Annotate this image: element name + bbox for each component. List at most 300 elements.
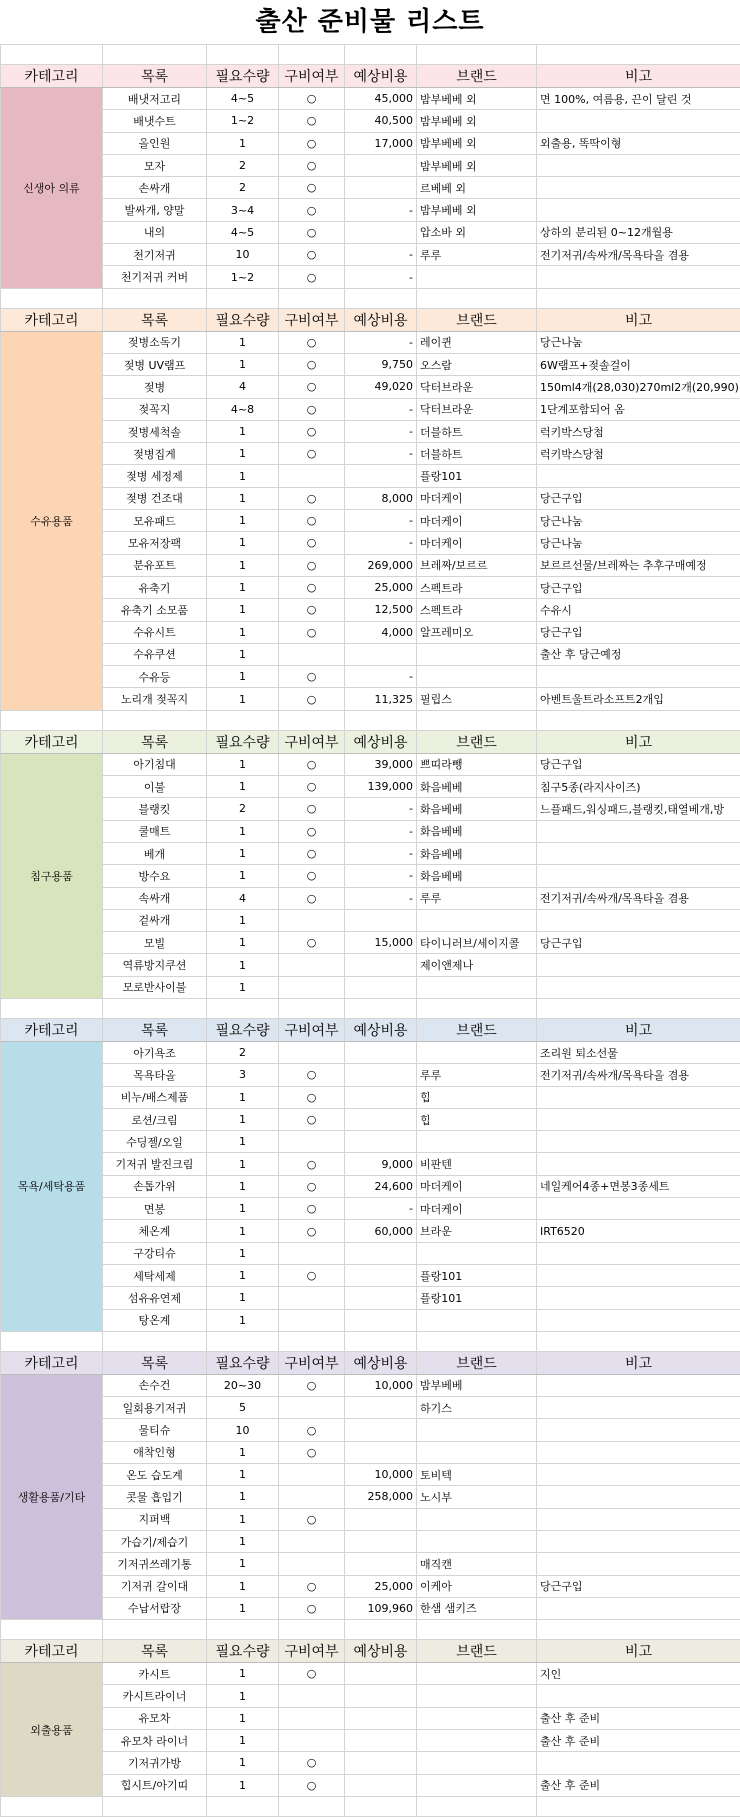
empty-cell[interactable] <box>417 288 537 308</box>
brand-cell[interactable]: 화음베베 <box>417 842 537 864</box>
category-cell[interactable]: 생활용품/기타 <box>1 1374 103 1619</box>
owned-cell[interactable] <box>279 465 345 487</box>
brand-cell[interactable]: 비판텐 <box>417 1153 537 1175</box>
quantity-cell[interactable]: 3 <box>207 1064 279 1086</box>
owned-cell[interactable] <box>279 1131 345 1153</box>
owned-cell[interactable]: ○ <box>279 1374 345 1396</box>
column-header[interactable]: 카테고리 <box>1 1351 103 1374</box>
cost-cell[interactable]: 17,000 <box>345 132 417 154</box>
quantity-cell[interactable]: 2 <box>207 798 279 820</box>
item-name-cell[interactable]: 구강티슈 <box>103 1242 207 1264</box>
owned-cell[interactable]: ○ <box>279 576 345 598</box>
item-name-cell[interactable]: 지퍼백 <box>103 1508 207 1530</box>
note-cell[interactable]: 면 100%, 여름용, 끈이 달린 것 <box>537 88 740 110</box>
empty-cell[interactable] <box>537 710 740 730</box>
quantity-cell[interactable]: 1 <box>207 1131 279 1153</box>
note-cell[interactable] <box>537 865 740 887</box>
column-header[interactable]: 브랜드 <box>417 730 537 753</box>
quantity-cell[interactable]: 1 <box>207 753 279 775</box>
note-cell[interactable] <box>537 1553 740 1575</box>
item-name-cell[interactable]: 쿨매트 <box>103 820 207 842</box>
brand-cell[interactable]: 마더케이 <box>417 532 537 554</box>
note-cell[interactable]: 당근나눔 <box>537 532 740 554</box>
cost-cell[interactable]: - <box>345 266 417 288</box>
cost-cell[interactable]: 9,000 <box>345 1153 417 1175</box>
cost-cell[interactable]: - <box>345 820 417 842</box>
quantity-cell[interactable]: 1 <box>207 487 279 509</box>
note-cell[interactable]: 아벤트울트라소프트2개입 <box>537 688 740 710</box>
column-header[interactable]: 비고 <box>537 1018 740 1041</box>
item-name-cell[interactable]: 젖병 <box>103 376 207 398</box>
note-cell[interactable] <box>537 1198 740 1220</box>
brand-cell[interactable]: 닥터브라운 <box>417 376 537 398</box>
item-name-cell[interactable]: 젖병소독기 <box>103 331 207 353</box>
cost-cell[interactable]: - <box>345 398 417 420</box>
category-cell[interactable]: 침구용품 <box>1 753 103 998</box>
empty-cell[interactable] <box>417 710 537 730</box>
owned-cell[interactable]: ○ <box>279 776 345 798</box>
brand-cell[interactable] <box>417 1752 537 1774</box>
cost-cell[interactable] <box>345 1752 417 1774</box>
item-name-cell[interactable]: 섬유유연제 <box>103 1287 207 1309</box>
cost-cell[interactable] <box>345 1397 417 1419</box>
quantity-cell[interactable]: 1 <box>207 1774 279 1796</box>
item-name-cell[interactable]: 젖병세척솔 <box>103 420 207 442</box>
item-name-cell[interactable]: 비누/배스제품 <box>103 1086 207 1108</box>
column-header[interactable]: 카테고리 <box>1 1018 103 1041</box>
item-name-cell[interactable]: 분유포트 <box>103 554 207 576</box>
owned-cell[interactable]: ○ <box>279 420 345 442</box>
column-header[interactable]: 구비여부 <box>279 730 345 753</box>
item-name-cell[interactable]: 유모차 <box>103 1707 207 1729</box>
cost-cell[interactable] <box>345 1730 417 1752</box>
note-cell[interactable] <box>537 1752 740 1774</box>
column-header[interactable]: 예상비용 <box>345 65 417 88</box>
empty-cell[interactable] <box>207 1620 279 1640</box>
item-name-cell[interactable]: 젖병 건조대 <box>103 487 207 509</box>
cost-cell[interactable] <box>345 1685 417 1707</box>
owned-cell[interactable] <box>279 1685 345 1707</box>
quantity-cell[interactable]: 2 <box>207 177 279 199</box>
note-cell[interactable] <box>537 1264 740 1286</box>
owned-cell[interactable]: ○ <box>279 1175 345 1197</box>
cost-cell[interactable]: - <box>345 532 417 554</box>
brand-cell[interactable]: 밤부베베 외 <box>417 154 537 176</box>
quantity-cell[interactable]: 20~30 <box>207 1374 279 1396</box>
brand-cell[interactable] <box>417 1419 537 1441</box>
empty-cell[interactable] <box>207 1331 279 1351</box>
column-header[interactable]: 브랜드 <box>417 1018 537 1041</box>
cost-cell[interactable]: 109,960 <box>345 1597 417 1619</box>
item-name-cell[interactable]: 손톱가위 <box>103 1175 207 1197</box>
owned-cell[interactable]: ○ <box>279 398 345 420</box>
cost-cell[interactable]: 9,750 <box>345 353 417 375</box>
brand-cell[interactable]: 닥터브라운 <box>417 398 537 420</box>
brand-cell[interactable]: 필립스 <box>417 688 537 710</box>
quantity-cell[interactable]: 1 <box>207 1108 279 1130</box>
quantity-cell[interactable]: 1 <box>207 1730 279 1752</box>
brand-cell[interactable] <box>417 666 537 688</box>
item-name-cell[interactable]: 베개 <box>103 842 207 864</box>
column-header[interactable]: 필요수량 <box>207 730 279 753</box>
column-header[interactable]: 비고 <box>537 1640 740 1663</box>
quantity-cell[interactable]: 1 <box>207 776 279 798</box>
note-cell[interactable]: 상하의 분리된 0~12개월용 <box>537 221 740 243</box>
brand-cell[interactable]: 화음베베 <box>417 820 537 842</box>
quantity-cell[interactable]: 1 <box>207 576 279 598</box>
owned-cell[interactable]: ○ <box>279 798 345 820</box>
item-name-cell[interactable]: 아기욕조 <box>103 1041 207 1063</box>
owned-cell[interactable]: ○ <box>279 820 345 842</box>
cost-cell[interactable] <box>345 643 417 665</box>
owned-cell[interactable]: ○ <box>279 621 345 643</box>
quantity-cell[interactable]: 1 <box>207 932 279 954</box>
brand-cell[interactable] <box>417 1508 537 1530</box>
owned-cell[interactable] <box>279 1730 345 1752</box>
cost-cell[interactable]: 269,000 <box>345 554 417 576</box>
brand-cell[interactable]: 밤부베베 외 <box>417 132 537 154</box>
note-cell[interactable] <box>537 1309 740 1331</box>
cost-cell[interactable] <box>345 1108 417 1130</box>
empty-cell[interactable] <box>537 1331 740 1351</box>
column-header[interactable]: 구비여부 <box>279 65 345 88</box>
owned-cell[interactable]: ○ <box>279 865 345 887</box>
quantity-cell[interactable]: 4~5 <box>207 88 279 110</box>
item-name-cell[interactable]: 면봉 <box>103 1198 207 1220</box>
brand-cell[interactable]: 레이퀸 <box>417 331 537 353</box>
item-name-cell[interactable]: 블랭킷 <box>103 798 207 820</box>
brand-cell[interactable]: 매직캔 <box>417 1553 537 1575</box>
brand-cell[interactable] <box>417 1707 537 1729</box>
item-name-cell[interactable]: 모유패드 <box>103 510 207 532</box>
item-name-cell[interactable]: 아기침대 <box>103 753 207 775</box>
note-cell[interactable] <box>537 199 740 221</box>
empty-cell[interactable] <box>417 1331 537 1351</box>
column-header[interactable]: 카테고리 <box>1 65 103 88</box>
quantity-cell[interactable]: 1 <box>207 1441 279 1463</box>
note-cell[interactable]: 출산 후 준비 <box>537 1730 740 1752</box>
owned-cell[interactable]: ○ <box>279 1508 345 1530</box>
empty-cell[interactable] <box>345 710 417 730</box>
brand-cell[interactable]: 쁘띠라뺑 <box>417 753 537 775</box>
item-name-cell[interactable]: 올인원 <box>103 132 207 154</box>
note-cell[interactable] <box>537 1287 740 1309</box>
cost-cell[interactable]: - <box>345 1198 417 1220</box>
item-name-cell[interactable]: 기저귀쓰레기통 <box>103 1553 207 1575</box>
brand-cell[interactable] <box>417 1530 537 1552</box>
brand-cell[interactable] <box>417 1774 537 1796</box>
quantity-cell[interactable]: 1 <box>207 420 279 442</box>
note-cell[interactable]: 당근구입 <box>537 487 740 509</box>
quantity-cell[interactable]: 1 <box>207 443 279 465</box>
owned-cell[interactable]: ○ <box>279 599 345 621</box>
owned-cell[interactable]: ○ <box>279 1597 345 1619</box>
brand-cell[interactable] <box>417 1730 537 1752</box>
brand-cell[interactable]: 플랑101 <box>417 1287 537 1309</box>
note-cell[interactable] <box>537 1464 740 1486</box>
column-header[interactable]: 카테고리 <box>1 308 103 331</box>
note-cell[interactable] <box>537 666 740 688</box>
owned-cell[interactable]: ○ <box>279 1264 345 1286</box>
owned-cell[interactable]: ○ <box>279 1663 345 1685</box>
item-name-cell[interactable]: 로션/크림 <box>103 1108 207 1130</box>
owned-cell[interactable]: ○ <box>279 1575 345 1597</box>
quantity-cell[interactable]: 1 <box>207 643 279 665</box>
column-header[interactable]: 목록 <box>103 1640 207 1663</box>
empty-cell[interactable] <box>103 288 207 308</box>
item-name-cell[interactable]: 목욕타올 <box>103 1064 207 1086</box>
quantity-cell[interactable]: 1 <box>207 865 279 887</box>
note-cell[interactable] <box>537 820 740 842</box>
owned-cell[interactable]: ○ <box>279 443 345 465</box>
cost-cell[interactable]: 10,000 <box>345 1464 417 1486</box>
item-name-cell[interactable]: 애착인형 <box>103 1441 207 1463</box>
owned-cell[interactable]: ○ <box>279 554 345 576</box>
empty-cell[interactable] <box>1 710 103 730</box>
cost-cell[interactable] <box>345 1419 417 1441</box>
cost-cell[interactable] <box>345 1287 417 1309</box>
item-name-cell[interactable]: 속싸개 <box>103 887 207 909</box>
column-header[interactable]: 비고 <box>537 1351 740 1374</box>
item-name-cell[interactable]: 탕온계 <box>103 1309 207 1331</box>
note-cell[interactable]: 출산 후 준비 <box>537 1707 740 1729</box>
owned-cell[interactable]: ○ <box>279 331 345 353</box>
item-name-cell[interactable]: 겉싸개 <box>103 909 207 931</box>
empty-cell[interactable] <box>537 998 740 1018</box>
note-cell[interactable]: 느플패드,워싱패드,블랭킷,태열베개,방 <box>537 798 740 820</box>
owned-cell[interactable] <box>279 1707 345 1729</box>
cost-cell[interactable]: - <box>345 331 417 353</box>
brand-cell[interactable]: 브라운 <box>417 1220 537 1242</box>
empty-cell[interactable] <box>417 998 537 1018</box>
quantity-cell[interactable]: 1 <box>207 954 279 976</box>
item-name-cell[interactable]: 젖병 세정제 <box>103 465 207 487</box>
brand-cell[interactable] <box>417 266 537 288</box>
owned-cell[interactable] <box>279 1486 345 1508</box>
note-cell[interactable]: 전기저귀/속싸개/목욕타올 겸용 <box>537 244 740 266</box>
note-cell[interactable]: 전기저귀/속싸개/목욕타올 겸용 <box>537 887 740 909</box>
quantity-cell[interactable]: 1 <box>207 532 279 554</box>
item-name-cell[interactable]: 수유쿠션 <box>103 643 207 665</box>
brand-cell[interactable]: 플랑101 <box>417 1264 537 1286</box>
brand-cell[interactable]: 밤부베베 외 <box>417 110 537 132</box>
note-cell[interactable]: 당근나눔 <box>537 510 740 532</box>
owned-cell[interactable]: ○ <box>279 1220 345 1242</box>
owned-cell[interactable]: ○ <box>279 1752 345 1774</box>
empty-cell[interactable] <box>537 45 740 65</box>
item-name-cell[interactable]: 체온계 <box>103 1220 207 1242</box>
column-header[interactable]: 카테고리 <box>1 1640 103 1663</box>
note-cell[interactable] <box>537 1153 740 1175</box>
item-name-cell[interactable]: 수납서랍장 <box>103 1597 207 1619</box>
owned-cell[interactable]: ○ <box>279 110 345 132</box>
cost-cell[interactable]: - <box>345 443 417 465</box>
quantity-cell[interactable]: 3~4 <box>207 199 279 221</box>
quantity-cell[interactable]: 1 <box>207 1575 279 1597</box>
quantity-cell[interactable]: 1 <box>207 132 279 154</box>
owned-cell[interactable] <box>279 1242 345 1264</box>
brand-cell[interactable]: 이케아 <box>417 1575 537 1597</box>
quantity-cell[interactable]: 1 <box>207 909 279 931</box>
owned-cell[interactable] <box>279 1553 345 1575</box>
note-cell[interactable] <box>537 1530 740 1552</box>
cost-cell[interactable] <box>345 954 417 976</box>
quantity-cell[interactable]: 4 <box>207 887 279 909</box>
item-name-cell[interactable]: 모유저장팩 <box>103 532 207 554</box>
note-cell[interactable]: 출산 후 준비 <box>537 1774 740 1796</box>
cost-cell[interactable] <box>345 177 417 199</box>
cost-cell[interactable]: 25,000 <box>345 576 417 598</box>
quantity-cell[interactable]: 1 <box>207 1242 279 1264</box>
brand-cell[interactable]: 화음베베 <box>417 865 537 887</box>
quantity-cell[interactable]: 1 <box>207 1508 279 1530</box>
item-name-cell[interactable]: 발싸개, 양말 <box>103 199 207 221</box>
item-name-cell[interactable]: 수유시트 <box>103 621 207 643</box>
owned-cell[interactable] <box>279 1464 345 1486</box>
owned-cell[interactable]: ○ <box>279 753 345 775</box>
owned-cell[interactable] <box>279 976 345 998</box>
cost-cell[interactable]: - <box>345 244 417 266</box>
cost-cell[interactable]: - <box>345 865 417 887</box>
empty-cell[interactable] <box>345 1331 417 1351</box>
item-name-cell[interactable]: 젖병집게 <box>103 443 207 465</box>
quantity-cell[interactable]: 1 <box>207 510 279 532</box>
cost-cell[interactable]: 12,500 <box>345 599 417 621</box>
owned-cell[interactable]: ○ <box>279 376 345 398</box>
brand-cell[interactable]: 오스람 <box>417 353 537 375</box>
item-name-cell[interactable]: 가습기/제습기 <box>103 1530 207 1552</box>
column-header[interactable]: 필요수량 <box>207 1640 279 1663</box>
note-cell[interactable] <box>537 909 740 931</box>
item-name-cell[interactable]: 모로반사이불 <box>103 976 207 998</box>
empty-cell[interactable] <box>103 1331 207 1351</box>
note-cell[interactable] <box>537 1685 740 1707</box>
item-name-cell[interactable]: 이불 <box>103 776 207 798</box>
owned-cell[interactable]: ○ <box>279 510 345 532</box>
owned-cell[interactable] <box>279 954 345 976</box>
note-cell[interactable]: 1단계포함되어 옴 <box>537 398 740 420</box>
empty-cell[interactable] <box>279 710 345 730</box>
owned-cell[interactable]: ○ <box>279 244 345 266</box>
owned-cell[interactable]: ○ <box>279 666 345 688</box>
cost-cell[interactable]: 39,000 <box>345 753 417 775</box>
brand-cell[interactable]: 밤부베베 외 <box>417 199 537 221</box>
cost-cell[interactable]: 25,000 <box>345 1575 417 1597</box>
empty-cell[interactable] <box>537 1620 740 1640</box>
column-header[interactable]: 목록 <box>103 308 207 331</box>
owned-cell[interactable]: ○ <box>279 221 345 243</box>
quantity-cell[interactable]: 1 <box>207 666 279 688</box>
quantity-cell[interactable]: 1 <box>207 1597 279 1619</box>
owned-cell[interactable]: ○ <box>279 487 345 509</box>
owned-cell[interactable] <box>279 1397 345 1419</box>
brand-cell[interactable]: 노시부 <box>417 1486 537 1508</box>
empty-cell[interactable] <box>417 45 537 65</box>
brand-cell[interactable] <box>417 976 537 998</box>
item-name-cell[interactable]: 콧물 흡입기 <box>103 1486 207 1508</box>
empty-cell[interactable] <box>417 1620 537 1640</box>
brand-cell[interactable]: 르베베 외 <box>417 177 537 199</box>
cost-cell[interactable]: 4,000 <box>345 621 417 643</box>
owned-cell[interactable]: ○ <box>279 887 345 909</box>
quantity-cell[interactable]: 1 <box>207 621 279 643</box>
owned-cell[interactable]: ○ <box>279 177 345 199</box>
owned-cell[interactable]: ○ <box>279 932 345 954</box>
quantity-cell[interactable]: 10 <box>207 244 279 266</box>
note-cell[interactable]: 지인 <box>537 1663 740 1685</box>
quantity-cell[interactable]: 1 <box>207 1086 279 1108</box>
owned-cell[interactable]: ○ <box>279 842 345 864</box>
owned-cell[interactable]: ○ <box>279 1153 345 1175</box>
item-name-cell[interactable]: 천기저귀 <box>103 244 207 266</box>
brand-cell[interactable] <box>417 909 537 931</box>
owned-cell[interactable]: ○ <box>279 1064 345 1086</box>
note-cell[interactable] <box>537 1108 740 1130</box>
note-cell[interactable] <box>537 1419 740 1441</box>
column-header[interactable]: 예상비용 <box>345 730 417 753</box>
cost-cell[interactable] <box>345 154 417 176</box>
brand-cell[interactable] <box>417 1131 537 1153</box>
item-name-cell[interactable]: 카시트라이너 <box>103 1685 207 1707</box>
owned-cell[interactable]: ○ <box>279 1086 345 1108</box>
quantity-cell[interactable]: 2 <box>207 154 279 176</box>
empty-cell[interactable] <box>207 288 279 308</box>
quantity-cell[interactable]: 1 <box>207 1486 279 1508</box>
brand-cell[interactable]: 마더케이 <box>417 1198 537 1220</box>
brand-cell[interactable]: 압소바 외 <box>417 221 537 243</box>
owned-cell[interactable] <box>279 1041 345 1063</box>
note-cell[interactable] <box>537 954 740 976</box>
brand-cell[interactable]: 마더케이 <box>417 510 537 532</box>
quantity-cell[interactable]: 1 <box>207 820 279 842</box>
empty-cell[interactable] <box>345 1620 417 1640</box>
brand-cell[interactable]: 루루 <box>417 1064 537 1086</box>
note-cell[interactable]: 럭키박스당첨 <box>537 443 740 465</box>
cost-cell[interactable] <box>345 1441 417 1463</box>
cost-cell[interactable] <box>345 1530 417 1552</box>
note-cell[interactable]: 당근구입 <box>537 932 740 954</box>
brand-cell[interactable]: 타이니러브/세이지콜 <box>417 932 537 954</box>
item-name-cell[interactable]: 배냇저고리 <box>103 88 207 110</box>
brand-cell[interactable]: 플랑101 <box>417 465 537 487</box>
brand-cell[interactable] <box>417 1685 537 1707</box>
quantity-cell[interactable]: 1 <box>207 353 279 375</box>
item-name-cell[interactable]: 온도 습도계 <box>103 1464 207 1486</box>
column-header[interactable]: 목록 <box>103 1351 207 1374</box>
owned-cell[interactable]: ○ <box>279 266 345 288</box>
item-name-cell[interactable]: 일회용기저귀 <box>103 1397 207 1419</box>
item-name-cell[interactable]: 손싸개 <box>103 177 207 199</box>
cost-cell[interactable] <box>345 1041 417 1063</box>
item-name-cell[interactable]: 젖꼭지 <box>103 398 207 420</box>
brand-cell[interactable]: 토비텍 <box>417 1464 537 1486</box>
category-cell[interactable]: 외출용품 <box>1 1663 103 1797</box>
note-cell[interactable] <box>537 1441 740 1463</box>
brand-cell[interactable]: 마더케이 <box>417 1175 537 1197</box>
item-name-cell[interactable]: 노리개 젖꼭지 <box>103 688 207 710</box>
note-cell[interactable] <box>537 177 740 199</box>
brand-cell[interactable]: 루루 <box>417 887 537 909</box>
column-header[interactable]: 브랜드 <box>417 1640 537 1663</box>
cost-cell[interactable] <box>345 1131 417 1153</box>
note-cell[interactable]: 네일케어4종+면봉3종세트 <box>537 1175 740 1197</box>
cost-cell[interactable] <box>345 1242 417 1264</box>
cost-cell[interactable]: 8,000 <box>345 487 417 509</box>
empty-cell[interactable] <box>537 288 740 308</box>
cost-cell[interactable] <box>345 976 417 998</box>
owned-cell[interactable] <box>279 1530 345 1552</box>
item-name-cell[interactable]: 방수요 <box>103 865 207 887</box>
